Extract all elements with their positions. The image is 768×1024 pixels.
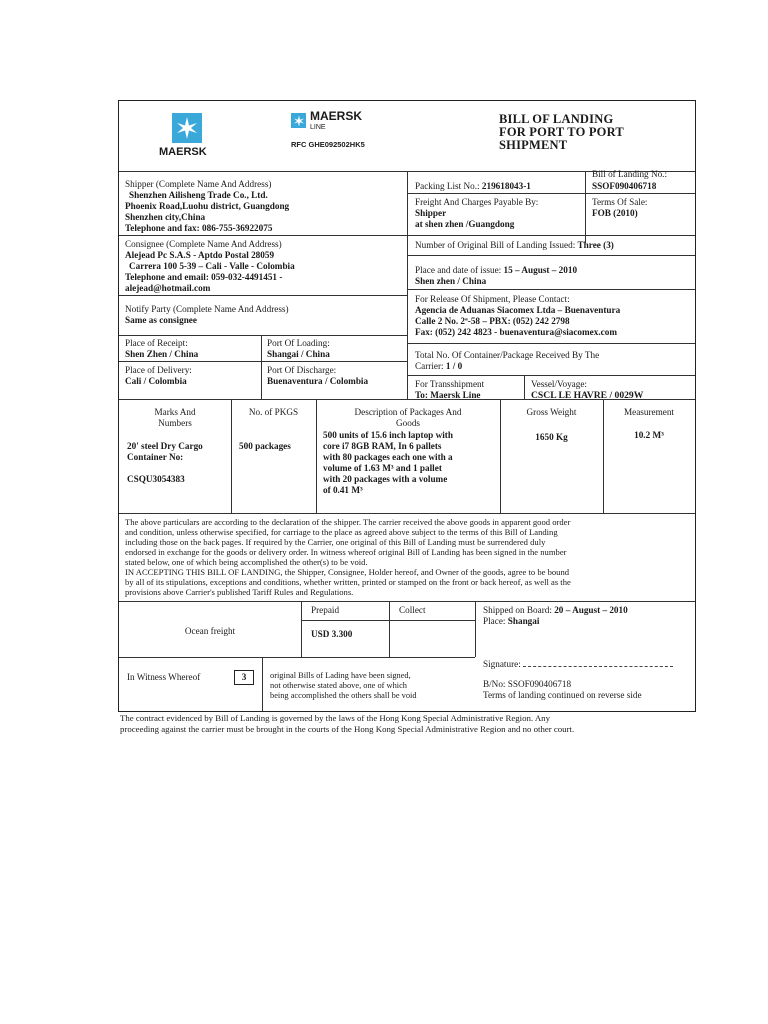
place-of-receipt-label: Place of Receipt: xyxy=(125,338,188,348)
terms-line2: and condition, unless otherwise specified, for carriage to the place as agreed above subject to the terms of this Bill of Landing xyxy=(125,527,558,537)
shipper-address: Phoenix Road,Luohu district, Guangdong xyxy=(125,201,290,211)
consignee-name: Alejead Pc S.A.S - Aptdo Postal 28059 xyxy=(125,250,275,260)
document-title-line3: SHIPMENT xyxy=(499,138,568,152)
shipped-place-label: Place: Shangai xyxy=(483,616,540,626)
place-of-receipt: Shen Zhen / China xyxy=(125,349,199,359)
shipped-on-board-date: 20 – August – 2010 xyxy=(554,605,628,615)
witness-text-3: being accomplished the others shall be void xyxy=(270,691,417,700)
packages-header: No. of PKGS xyxy=(248,407,299,417)
measurement: 10.2 M³ xyxy=(634,430,664,440)
vessel-voyage-label: Vessel/Voyage: xyxy=(531,379,587,389)
measurement-header: Measurement xyxy=(623,407,674,417)
port-of-discharge: Buenaventura / Colombia xyxy=(267,376,369,386)
place-of-delivery: Cali / Colombia xyxy=(125,376,187,386)
notify-party: Same as consignee xyxy=(125,315,197,325)
description-header-2: Goods xyxy=(396,418,420,428)
rfc-number: RFC GHE092502HK5 xyxy=(291,140,365,149)
terms-line3: including those on the back pages. If required by the Carrier, one original of this Bill of Landing must be surrendered duly xyxy=(125,537,546,547)
description-line3: with 80 packages each one with a xyxy=(323,452,453,462)
marks-header-2: Numbers xyxy=(158,418,192,428)
description-line6: of 0.41 M³ xyxy=(323,485,363,495)
terms-of-sale: FOB (2010) xyxy=(592,208,638,218)
terms-line1: The above particulars are according to the declaration of the shipper. The carrier received the above goods in apparent good order xyxy=(125,517,571,527)
witness-count: 3 xyxy=(234,670,254,685)
consignee-label: Consignee (Complete Name And Address) xyxy=(125,239,282,249)
port-of-discharge-label: Port Of Discharge: xyxy=(267,365,337,375)
terms-line5: stated below, one of which being accomplished the other(s) to be void. xyxy=(125,557,368,567)
footer-line1: The contract evidenced by Bill of Landing is governed by the laws of the Hong Kong Special Administrative Region. Any xyxy=(120,713,550,723)
maersk-line-star-icon xyxy=(291,113,306,128)
release-agent: Agencia de Aduanas Siacomex Ltda – Buenaventura xyxy=(415,305,621,315)
terms-line7: by all of its stipulations, exceptions and conditions, whether written, printed or stamped on the front or back hereof, as well as the xyxy=(125,577,571,587)
place-of-delivery-label: Place of Delivery: xyxy=(125,365,192,375)
terms-continued: Terms of landing continued on reverse side xyxy=(483,690,642,700)
release-address: Calle 2 No. 2ª-58 – PBX: (052) 242 2798 xyxy=(415,316,570,326)
shipped-on-board-label: Shipped on Board: 20 – August – 2010 xyxy=(483,605,628,615)
marks-header: Marks And xyxy=(154,407,196,417)
maersk-star-icon xyxy=(172,113,202,143)
terms-line4: endorsed in exchange for the goods or delivery order. In witness whereof original Bill of Landing has been signed in the number xyxy=(125,547,567,557)
terms-line8: provisions above Carrier's published Tariff Rules and Regulations. xyxy=(125,587,354,597)
prepaid-header: Prepaid xyxy=(311,605,340,615)
port-of-loading-label: Port Of Loading: xyxy=(267,338,330,348)
witness-label: In Witness Whereof xyxy=(127,672,201,682)
document-title-line1: BILL OF LANDING xyxy=(499,112,614,126)
containers-label: Total No. Of Container/Package Received By The xyxy=(415,350,600,360)
gross-weight-header: Gross Weight xyxy=(526,407,577,417)
bol-number: SSOF090406718 xyxy=(592,181,657,191)
description-line1: 500 units of 15.6 inch laptop with xyxy=(323,430,453,440)
maersk-logo-text: MAERSK xyxy=(159,146,207,158)
terms-line6: IN ACCEPTING THIS BILL OF LANDING, the Shipper, Consignee, Holder hereof, and Owner of the goods, agree to be bound xyxy=(125,567,570,577)
originals-label: Number of Original Bill of Landing Issued: Three (3) xyxy=(415,240,614,250)
issue-date: 15 – August – 2010 xyxy=(503,265,578,275)
packing-list-label: Packing List No.: 219618043-1 xyxy=(415,181,531,191)
shipper-name: Shenzhen Ailisheng Trade Co., Ltd. xyxy=(129,190,268,200)
ocean-freight-label: Ocean freight xyxy=(184,626,236,636)
containers-count: 1 / 0 xyxy=(445,361,463,371)
description-line4: volume of 1.63 M³ and 1 pallet xyxy=(323,463,442,473)
consignee-phone: Telephone and email: 059-032-4491451 - xyxy=(125,272,283,282)
document-title-line2: FOR PORT TO PORT xyxy=(499,125,624,139)
shipped-place: Shangai xyxy=(507,616,540,626)
freight-label: Freight And Charges Payable By: xyxy=(415,197,539,207)
terms-of-sale-label: Terms Of Sale: xyxy=(592,197,648,207)
consignee-email: alejead@hotmail.com xyxy=(125,283,211,293)
packing-list-number: 219618043-1 xyxy=(481,181,531,191)
container-number: CSQU3054383 xyxy=(127,474,185,484)
bill-of-lading-document xyxy=(118,100,696,712)
description-line5: with 20 packages with a volume xyxy=(323,474,448,484)
governing-law-footer xyxy=(120,713,700,735)
release-label: For Release Of Shipment, Please Contact: xyxy=(415,294,570,304)
release-fax: Fax: (052) 242 4823 - buenaventura@siacomex.com xyxy=(415,327,617,337)
bno: B/No: SSOF090406718 xyxy=(483,679,572,689)
witness-text-2: not otherwise stated above, one of which xyxy=(270,681,407,690)
vessel-voyage: CSCL LE HAVRE / 0029W xyxy=(531,390,644,401)
marks-container-type: 20' steel Dry Cargo xyxy=(127,441,203,451)
marks-container-label: Container No: xyxy=(127,452,184,462)
collect-header: Collect xyxy=(399,605,426,615)
originals-count: Three (3) xyxy=(577,240,614,250)
maersk-line-logo: MAERSK xyxy=(310,109,363,123)
packages-count: 500 packages xyxy=(239,441,291,451)
shipper-city: Shenzhen city,China xyxy=(125,212,206,222)
footer-line2: proceeding against the carrier must be brought in the courts of the Hong Kong Special Administrative Region and no other court. xyxy=(120,724,575,734)
shipper-phone: Telephone and fax: 086-755-36922075 xyxy=(125,223,273,233)
freight-payer: Shipper xyxy=(415,208,447,218)
description-header: Description of Packages And xyxy=(354,407,462,417)
bol-number-label: Bill of Landing No.: xyxy=(592,169,668,179)
issue-place: Shen zhen / China xyxy=(415,276,487,286)
shipper-label: Shipper (Complete Name And Address) xyxy=(125,179,272,189)
signature-label: Signature: xyxy=(483,658,673,670)
ocean-freight-prepaid: USD 3.300 xyxy=(311,629,353,639)
gross-weight: 1650 Kg xyxy=(535,432,568,442)
port-of-loading: Shangai / China xyxy=(267,349,330,359)
consignee-address: Carrera 100 5-39 – Cali - Valle - Colombia xyxy=(129,261,295,271)
containers-label-2: Carrier: 1 / 0 xyxy=(415,361,463,371)
transshipment-label: For Transshipment xyxy=(415,379,485,389)
description-line2: core i7 8GB RAM, In 6 pallets xyxy=(323,441,442,451)
transshipment: To: Maersk Line xyxy=(415,390,481,400)
issue-label: Place and date of issue: 15 – August – 2010 xyxy=(415,265,578,275)
witness-text-1: original Bills of Lading have been signed, xyxy=(270,671,411,680)
notify-party-label: Notify Party (Complete Name And Address) xyxy=(125,304,289,314)
signature-line xyxy=(523,658,673,667)
maersk-line-sub: LINE xyxy=(310,124,326,131)
freight-place: at shen zhen /Guangdong xyxy=(415,219,515,229)
